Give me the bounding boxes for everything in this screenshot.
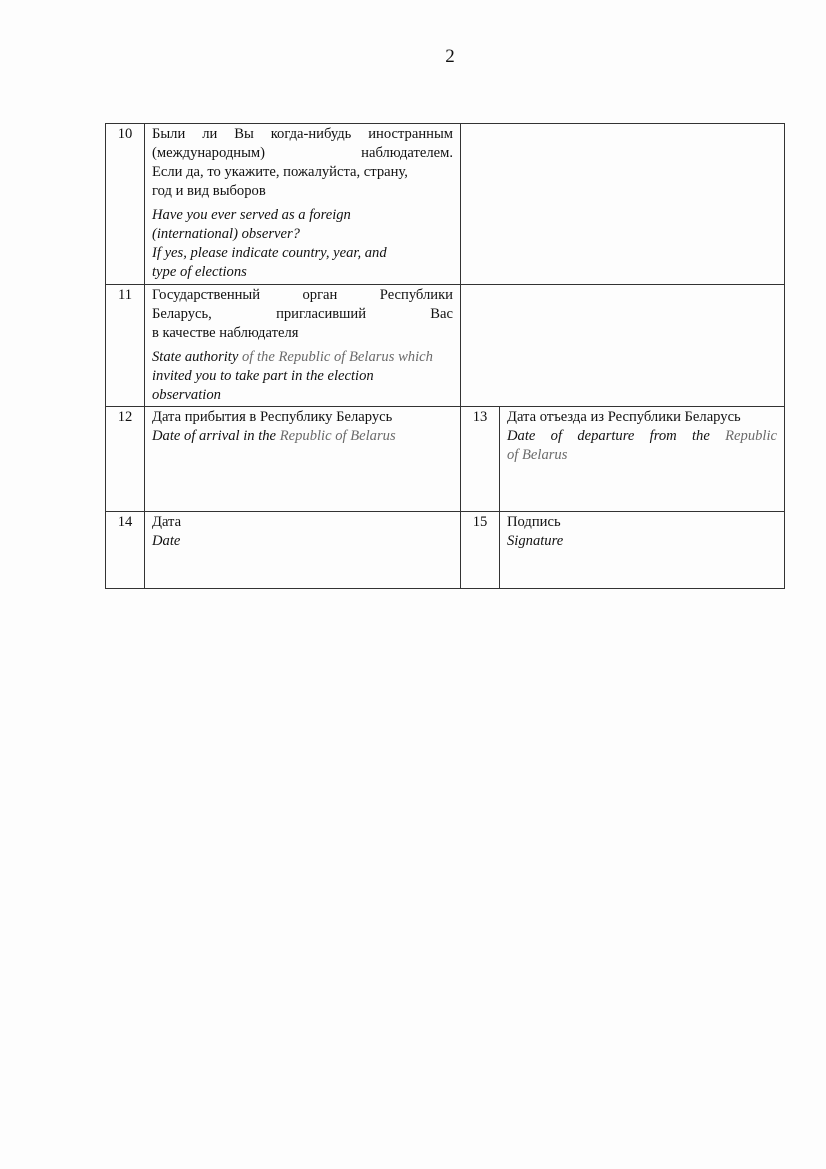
question-ru: Государственный орган Республики bbox=[152, 287, 453, 303]
row-number: 14 bbox=[106, 512, 145, 589]
row-number: 13 bbox=[461, 407, 500, 512]
question-cell[interactable] bbox=[145, 407, 461, 512]
question-en bbox=[507, 427, 777, 446]
question-ru: (международным) наблюдателем. bbox=[152, 145, 453, 161]
row-number: 15 bbox=[461, 512, 500, 589]
row-number: 11 bbox=[106, 285, 145, 407]
question-ru: Дата bbox=[152, 514, 182, 530]
question-en: type of elections bbox=[152, 264, 247, 280]
question-ru: Подпись bbox=[507, 514, 561, 530]
question-cell bbox=[145, 124, 461, 285]
row-number: 10 bbox=[106, 124, 145, 285]
question-cell bbox=[145, 285, 461, 407]
question-en-part: Date of departure from the bbox=[507, 428, 710, 444]
table-row bbox=[106, 407, 785, 512]
answer-field[interactable] bbox=[461, 285, 785, 407]
questionnaire-table bbox=[105, 123, 785, 589]
question-en: If yes, please indicate country, year, and bbox=[152, 245, 387, 261]
table-row bbox=[106, 285, 785, 407]
question-ru: Дата отъезда из Республики Беларусь bbox=[507, 409, 741, 425]
question-en-part: Republic of Belarus bbox=[279, 428, 396, 444]
answer-field[interactable] bbox=[461, 124, 785, 285]
question-cell[interactable] bbox=[500, 512, 785, 589]
question-en-part: invited you to take part in the election bbox=[152, 368, 374, 384]
question-en-part: State authority bbox=[152, 349, 239, 365]
question-ru: Если да, то укажите, пожалуйста, страну, bbox=[152, 164, 408, 180]
question-en-part: Date of arrival in the bbox=[152, 428, 277, 444]
question-en: (international) observer? bbox=[152, 226, 300, 242]
question-ru: в качестве наблюдателя bbox=[152, 325, 299, 341]
question-cell[interactable] bbox=[145, 512, 461, 589]
question-en-part: Republic bbox=[725, 428, 777, 444]
question-ru: год и вид выборов bbox=[152, 183, 266, 199]
question-cell[interactable] bbox=[500, 407, 785, 512]
question-en bbox=[152, 348, 453, 386]
question-en: Date bbox=[152, 533, 181, 549]
question-en: Have you ever served as a foreign bbox=[152, 207, 351, 223]
question-en-part: of the Republic of Belarus bbox=[242, 349, 395, 365]
page-number: 2 bbox=[445, 46, 455, 67]
question-en: Signature bbox=[507, 533, 564, 549]
row-number: 12 bbox=[106, 407, 145, 512]
question-en: of Belarus bbox=[507, 447, 568, 463]
table-row bbox=[106, 124, 785, 285]
question-ru: Были ли Вы когда-нибудь иностранным bbox=[152, 126, 453, 142]
question-ru: Беларусь, пригласивший Вас bbox=[152, 306, 453, 322]
question-ru: Дата прибытия в Республику Беларусь bbox=[152, 409, 393, 425]
question-en: observation bbox=[152, 387, 221, 403]
table-row bbox=[106, 512, 785, 589]
question-en-part: which bbox=[398, 349, 433, 365]
question-en bbox=[152, 427, 453, 446]
